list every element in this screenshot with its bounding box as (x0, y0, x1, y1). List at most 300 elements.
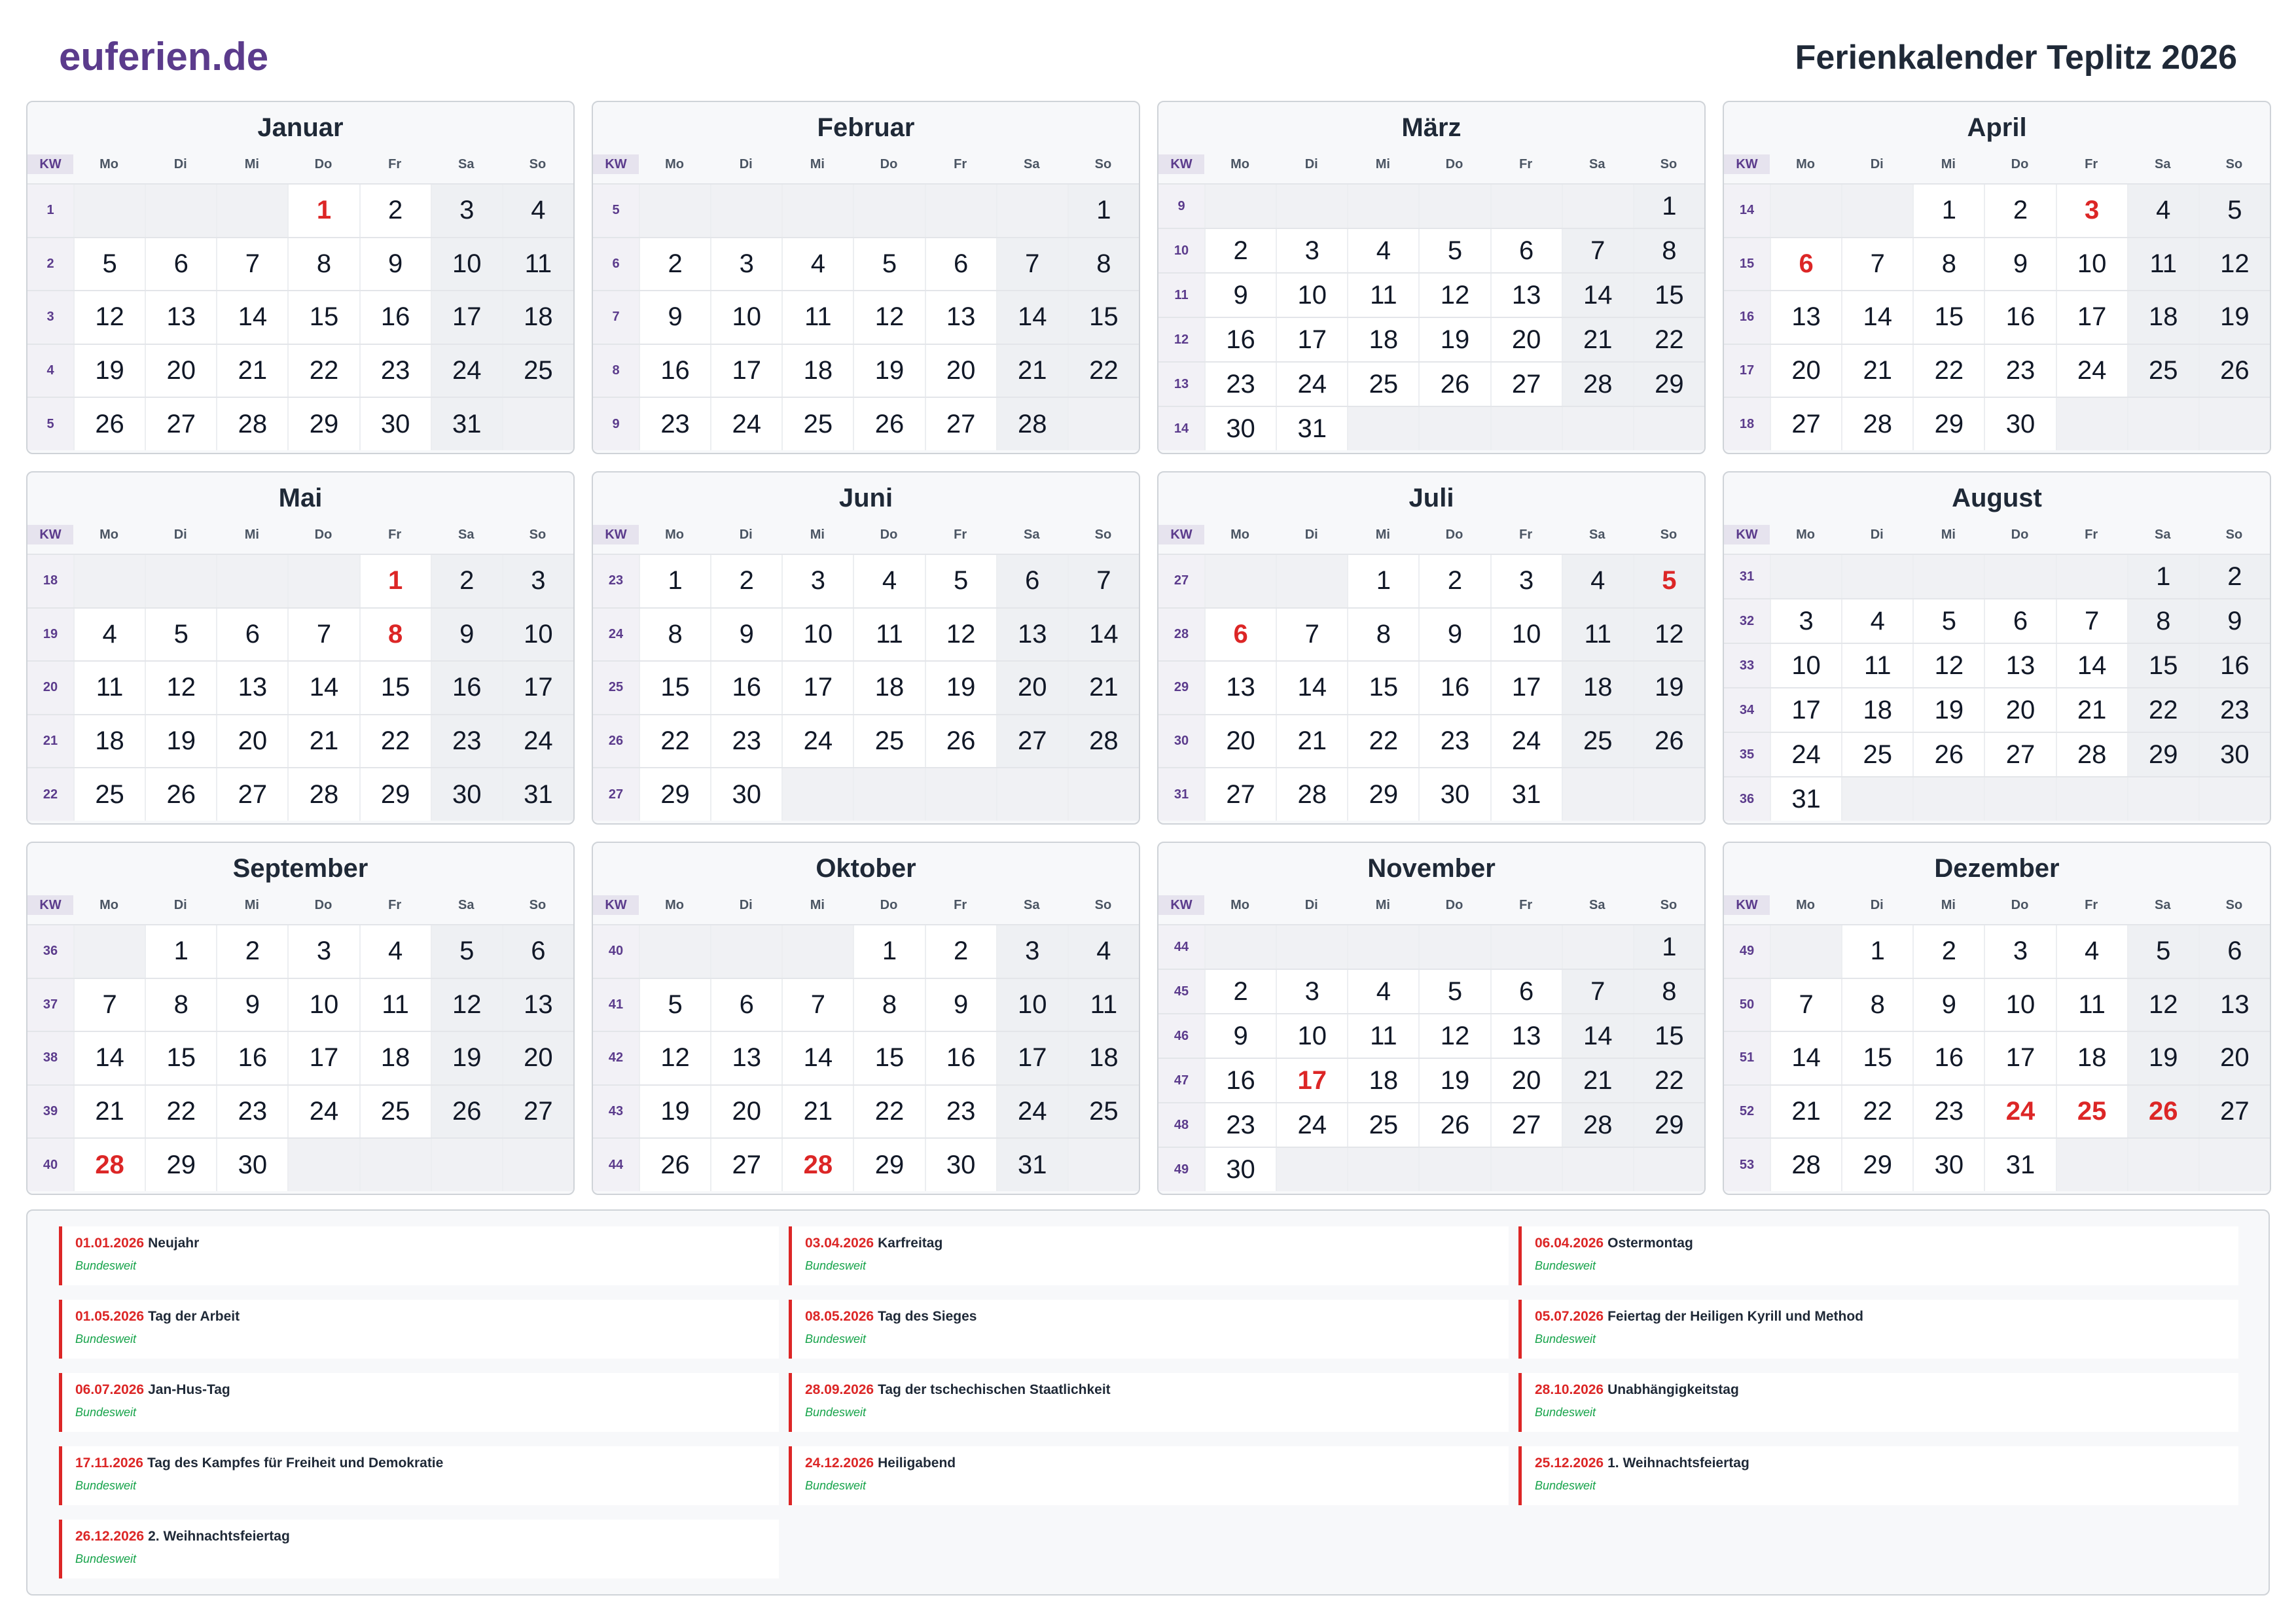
week-number: 44 (1158, 925, 1204, 969)
day-cell: 31 (1770, 777, 1841, 821)
week-row (1158, 406, 1704, 450)
day-cell: 18 (1347, 1059, 1418, 1102)
day-cell: 18 (1347, 318, 1418, 361)
month-name: Juni (838, 484, 893, 512)
weekday-label: Di (1870, 527, 1884, 542)
day-cell: 12 (73, 291, 145, 344)
holiday-date: 03.04.2026 (805, 1236, 874, 1251)
holiday-item (789, 1300, 1509, 1359)
day-cell: 19 (145, 715, 216, 768)
day-cell: 21 (1841, 345, 1912, 397)
kw-header: KW (1724, 895, 1770, 915)
day-cell: 20 (145, 345, 216, 397)
weekday-label: Sa (1024, 157, 1040, 171)
day-cell: 24 (996, 1086, 1067, 1138)
weekday-label: Sa (458, 527, 475, 542)
kw-header: KW (1158, 525, 1204, 544)
holiday-day: 25 (2056, 1086, 2127, 1138)
day-cell: 2 (639, 238, 710, 291)
holiday-day: 6 (1204, 609, 1276, 661)
day-cell: 14 (73, 1032, 145, 1084)
day-cell: 12 (853, 291, 924, 344)
day-cell: 12 (1633, 609, 1704, 661)
week-number: 34 (1724, 688, 1770, 732)
day-cell: 13 (145, 291, 216, 344)
empty-day (2056, 777, 2127, 821)
weekday-label: Fr (388, 898, 402, 912)
week-number: 20 (27, 662, 73, 714)
day-cell: 24 (502, 715, 573, 768)
holiday-region: Bundesweit (75, 1406, 137, 1419)
week-number: 8 (593, 345, 639, 397)
day-cell: 16 (2198, 644, 2270, 687)
day-cell: 15 (287, 291, 359, 344)
weekday-label: Do (314, 898, 332, 912)
day-cell: 9 (2198, 599, 2270, 643)
day-cell: 7 (2056, 599, 2127, 643)
week-row (593, 767, 1139, 821)
day-cell: 20 (1770, 345, 1841, 397)
month-name: Januar (257, 113, 344, 142)
day-cell: 25 (1841, 733, 1912, 776)
empty-day (1633, 407, 1704, 450)
day-cell: 7 (996, 238, 1067, 291)
holiday-region: Bundesweit (1535, 1259, 1596, 1272)
day-cell: 31 (1984, 1139, 2055, 1191)
day-cell: 22 (1841, 1086, 1912, 1138)
day-cell: 15 (639, 662, 710, 714)
holiday-name: Tag des Kampfes für Freiheit und Demokratie (147, 1455, 444, 1471)
day-cell: 16 (431, 662, 502, 714)
holiday-line (1535, 1382, 2238, 1398)
day-cell: 18 (359, 1032, 431, 1084)
holiday-date: 01.05.2026 (75, 1309, 145, 1324)
weekday-label: Mo (665, 527, 685, 542)
day-cell: 19 (1633, 662, 1704, 714)
holiday-item (789, 1373, 1509, 1432)
weekday-label: Mi (1375, 527, 1390, 542)
day-cell: 15 (2127, 644, 2198, 687)
weekday-label: Do (880, 898, 898, 912)
week-number: 9 (593, 398, 639, 450)
day-cell: 29 (1841, 1139, 1912, 1191)
holiday-item (59, 1373, 779, 1432)
week-number: 9 (1158, 185, 1204, 228)
day-cell: 21 (996, 345, 1067, 397)
week-number: 2 (27, 238, 73, 291)
weekday-label: Di (1870, 898, 1884, 912)
empty-day (2127, 398, 2198, 450)
holiday-day: 6 (1770, 238, 1841, 291)
day-cell: 5 (925, 555, 996, 607)
day-cell: 21 (2056, 688, 2127, 732)
empty-day (145, 555, 216, 607)
day-cell: 11 (2127, 238, 2198, 291)
holiday-day: 1 (287, 185, 359, 237)
day-cell: 15 (1347, 662, 1418, 714)
day-cell: 15 (359, 662, 431, 714)
week-number: 7 (593, 291, 639, 344)
day-cell: 21 (287, 715, 359, 768)
empty-day (853, 768, 924, 821)
month-name: September (232, 854, 368, 883)
empty-day (2198, 777, 2270, 821)
day-cell: 30 (1984, 398, 2055, 450)
kw-header: KW (27, 525, 73, 544)
day-cell: 8 (1633, 970, 1704, 1013)
weekday-label: Fr (388, 157, 402, 171)
day-cell: 5 (1418, 229, 1490, 272)
empty-day (710, 185, 781, 237)
holiday-region: Bundesweit (805, 1406, 867, 1419)
weekday-label: Mo (1796, 157, 1816, 171)
day-cell: 28 (216, 398, 287, 450)
week-number: 3 (27, 291, 73, 344)
day-cell: 4 (1347, 970, 1418, 1013)
day-cell: 22 (853, 1086, 924, 1138)
day-cell: 28 (1276, 768, 1347, 821)
day-cell: 24 (1490, 715, 1562, 768)
empty-day (1276, 1148, 1347, 1191)
empty-day (1633, 768, 1704, 821)
holiday-day: 3 (2056, 185, 2127, 237)
empty-day (1347, 185, 1418, 228)
day-cell: 20 (925, 345, 996, 397)
week-row (1724, 643, 2270, 687)
day-cell: 23 (216, 1086, 287, 1138)
day-cell: 21 (1067, 662, 1139, 714)
weekday-label: Mi (1375, 157, 1390, 171)
weekday-label: Di (739, 898, 753, 912)
day-cell: 3 (431, 185, 502, 237)
day-cell: 16 (1984, 291, 2055, 344)
weekday-label: Sa (1024, 898, 1040, 912)
holiday-region: Bundesweit (1535, 1406, 1596, 1419)
empty-day (1418, 185, 1490, 228)
month-card (592, 101, 1140, 454)
day-cell: 27 (1490, 1103, 1562, 1147)
day-cell: 9 (216, 979, 287, 1031)
day-cell: 6 (502, 925, 573, 978)
day-cell: 30 (2198, 733, 2270, 776)
week-row (1724, 1137, 2270, 1191)
empty-day (1562, 1148, 1633, 1191)
weekday-label: Mi (1941, 898, 1956, 912)
site-logo[interactable]: euferien.de (59, 35, 269, 79)
weekday-label: Sa (2155, 157, 2171, 171)
day-cell: 16 (359, 291, 431, 344)
weekday-label: Fr (388, 527, 402, 542)
day-cell: 2 (1204, 229, 1276, 272)
week-number: 23 (593, 555, 639, 607)
empty-day (1770, 185, 1841, 237)
day-cell: 9 (1984, 238, 2055, 291)
day-cell: 22 (1633, 318, 1704, 361)
day-cell: 26 (1418, 1103, 1490, 1147)
day-cell: 7 (781, 979, 853, 1031)
weeks-body (593, 183, 1139, 450)
week-number: 21 (27, 715, 73, 768)
day-cell: 8 (1633, 229, 1704, 272)
empty-day (1984, 777, 2055, 821)
day-cell: 25 (73, 768, 145, 821)
week-number: 38 (27, 1032, 73, 1084)
day-cell: 31 (502, 768, 573, 821)
weekday-header (27, 525, 573, 544)
week-row (1158, 1147, 1704, 1191)
holiday-region: Bundesweit (75, 1332, 137, 1346)
day-cell: 5 (73, 238, 145, 291)
weekday-label: Di (1304, 527, 1318, 542)
week-row (593, 290, 1139, 344)
day-cell: 19 (639, 1086, 710, 1138)
day-cell: 8 (1067, 238, 1139, 291)
week-number: 52 (1724, 1086, 1770, 1138)
kw-header: KW (27, 895, 73, 915)
day-cell: 10 (431, 238, 502, 291)
day-cell: 2 (431, 555, 502, 607)
week-number: 25 (593, 662, 639, 714)
day-cell: 29 (145, 1139, 216, 1191)
weekday-label: Do (880, 157, 898, 171)
day-cell: 8 (1841, 979, 1912, 1031)
week-row (27, 554, 573, 607)
day-cell: 6 (2198, 925, 2270, 978)
day-cell: 2 (1912, 925, 1984, 978)
day-cell: 23 (1204, 363, 1276, 406)
day-cell: 1 (1633, 925, 1704, 969)
weekday-label: Mi (1375, 898, 1390, 912)
day-cell: 8 (1347, 609, 1418, 661)
day-cell: 9 (1418, 609, 1490, 661)
day-cell: 29 (2127, 733, 2198, 776)
day-cell: 11 (502, 238, 573, 291)
day-cell: 14 (1841, 291, 1912, 344)
day-cell: 20 (1204, 715, 1276, 768)
week-row (593, 1084, 1139, 1138)
day-cell: 3 (1276, 970, 1347, 1013)
weekday-label: Mi (810, 527, 825, 542)
day-cell: 21 (216, 345, 287, 397)
day-cell: 24 (287, 1086, 359, 1138)
weekday-label: So (2225, 527, 2243, 542)
empty-day (925, 185, 996, 237)
weekday-label: Mo (1796, 898, 1816, 912)
weeks-body (1158, 554, 1704, 821)
day-cell: 14 (1562, 274, 1633, 317)
day-cell: 23 (2198, 688, 2270, 732)
day-cell: 19 (925, 662, 996, 714)
weekday-header (1158, 895, 1704, 915)
holiday-item (1518, 1300, 2238, 1359)
week-number: 49 (1724, 925, 1770, 978)
empty-day (1770, 925, 1841, 978)
weekday-header (27, 895, 573, 915)
day-cell: 15 (1633, 274, 1704, 317)
day-cell: 24 (781, 715, 853, 768)
weeks-body (593, 554, 1139, 821)
holiday-line (75, 1382, 779, 1398)
day-cell: 13 (710, 1032, 781, 1084)
weekday-label: Mo (99, 157, 119, 171)
day-cell: 10 (710, 291, 781, 344)
day-cell: 26 (73, 398, 145, 450)
day-cell: 27 (996, 715, 1067, 768)
day-cell: 11 (1347, 1014, 1418, 1058)
day-cell: 17 (287, 1032, 359, 1084)
kw-header: KW (1158, 895, 1204, 915)
week-row (1724, 687, 2270, 732)
empty-day (1770, 555, 1841, 598)
week-number: 27 (593, 768, 639, 821)
day-cell: 23 (925, 1086, 996, 1138)
day-cell: 6 (925, 238, 996, 291)
day-cell: 10 (2056, 238, 2127, 291)
day-cell: 30 (1204, 407, 1276, 450)
day-cell: 2 (359, 185, 431, 237)
weekday-label: So (1094, 898, 1112, 912)
empty-day (2198, 1139, 2270, 1191)
weekday-label: So (529, 898, 547, 912)
weekday-header (593, 525, 1139, 544)
day-cell: 14 (2056, 644, 2127, 687)
day-cell: 12 (2127, 979, 2198, 1031)
day-cell: 25 (1562, 715, 1633, 768)
day-cell: 2 (925, 925, 996, 978)
day-cell: 22 (1912, 345, 1984, 397)
day-cell: 11 (781, 291, 853, 344)
day-cell: 27 (1770, 398, 1841, 450)
week-number: 15 (1724, 238, 1770, 291)
holiday-item (59, 1226, 779, 1285)
day-cell: 23 (1418, 715, 1490, 768)
week-number: 50 (1724, 979, 1770, 1031)
day-cell: 17 (781, 662, 853, 714)
month-card (1723, 842, 2271, 1195)
weekday-label: So (1660, 527, 1677, 542)
day-cell: 17 (1490, 662, 1562, 714)
day-cell: 20 (996, 662, 1067, 714)
day-cell: 4 (359, 925, 431, 978)
week-row (1158, 272, 1704, 317)
weekday-label: Fr (1519, 527, 1533, 542)
day-cell: 19 (431, 1032, 502, 1084)
weekday-label: Do (2011, 157, 2029, 171)
weeks-body (1158, 924, 1704, 1191)
week-row (593, 397, 1139, 450)
day-cell: 28 (1067, 715, 1139, 768)
day-cell: 29 (853, 1139, 924, 1191)
week-row (1724, 978, 2270, 1031)
day-cell: 23 (1912, 1086, 1984, 1138)
kw-header: KW (593, 525, 639, 544)
week-number: 19 (27, 609, 73, 661)
holiday-name: Neujahr (148, 1236, 200, 1251)
holiday-line (75, 1309, 779, 1325)
day-cell: 17 (710, 345, 781, 397)
week-row (1724, 924, 2270, 978)
holiday-name: Feiertag der Heiligen Kyrill und Method (1607, 1309, 1863, 1324)
holiday-line (805, 1309, 1509, 1325)
day-cell: 16 (1204, 318, 1276, 361)
empty-day (431, 1139, 502, 1191)
holiday-line (805, 1455, 1509, 1471)
holiday-date: 26.12.2026 (75, 1529, 145, 1544)
day-cell: 23 (359, 345, 431, 397)
holiday-name: 2. Weihnachtsfeiertag (148, 1529, 290, 1544)
holiday-line (75, 1455, 779, 1471)
week-number: 5 (27, 398, 73, 450)
day-cell: 7 (216, 238, 287, 291)
week-row (1158, 361, 1704, 406)
day-cell: 3 (287, 925, 359, 978)
empty-day (1490, 185, 1562, 228)
month-card (592, 842, 1140, 1195)
kw-header: KW (593, 895, 639, 915)
day-cell: 31 (1276, 407, 1347, 450)
day-cell: 12 (1418, 1014, 1490, 1058)
day-cell: 4 (502, 185, 573, 237)
day-cell: 29 (1912, 398, 1984, 450)
day-cell: 16 (216, 1032, 287, 1084)
weekday-label: Mi (810, 157, 825, 171)
weekday-label: Di (739, 527, 753, 542)
kw-header: KW (1724, 525, 1770, 544)
day-cell: 5 (853, 238, 924, 291)
day-cell: 25 (1067, 1086, 1139, 1138)
day-cell: 20 (2198, 1032, 2270, 1084)
day-cell: 12 (145, 662, 216, 714)
day-cell: 19 (1912, 688, 1984, 732)
page-title: Ferienkalender Teplitz 2026 (1795, 39, 2237, 77)
weekday-label: Sa (2155, 898, 2171, 912)
day-cell: 26 (1912, 733, 1984, 776)
empty-day (1418, 925, 1490, 969)
day-cell: 26 (853, 398, 924, 450)
day-cell: 30 (925, 1139, 996, 1191)
day-cell: 2 (2198, 555, 2270, 598)
day-cell: 16 (1912, 1032, 1984, 1084)
week-row (1724, 598, 2270, 643)
day-cell: 20 (216, 715, 287, 768)
weeks-body (27, 183, 573, 450)
day-cell: 14 (1067, 609, 1139, 661)
holiday-name: Ostermontag (1607, 1236, 1693, 1251)
weekday-label: Do (314, 157, 332, 171)
day-cell: 19 (1418, 318, 1490, 361)
day-cell: 14 (781, 1032, 853, 1084)
day-cell: 5 (2127, 925, 2198, 978)
empty-day (145, 185, 216, 237)
day-cell: 22 (1067, 345, 1139, 397)
day-cell: 10 (1276, 1014, 1347, 1058)
day-cell: 9 (431, 609, 502, 661)
empty-day (287, 555, 359, 607)
day-cell: 13 (1984, 644, 2055, 687)
empty-day (1347, 1148, 1418, 1191)
kw-header: KW (27, 154, 73, 174)
day-cell: 1 (1347, 555, 1418, 607)
empty-day (925, 768, 996, 821)
weekday-label: Mi (244, 527, 259, 542)
holiday-region: Bundesweit (75, 1259, 137, 1272)
day-cell: 1 (1067, 185, 1139, 237)
holiday-date: 28.10.2026 (1535, 1382, 1604, 1397)
weekday-label: Fr (954, 157, 967, 171)
day-cell: 11 (359, 979, 431, 1031)
month-name: März (1401, 113, 1462, 142)
day-cell: 2 (710, 555, 781, 607)
